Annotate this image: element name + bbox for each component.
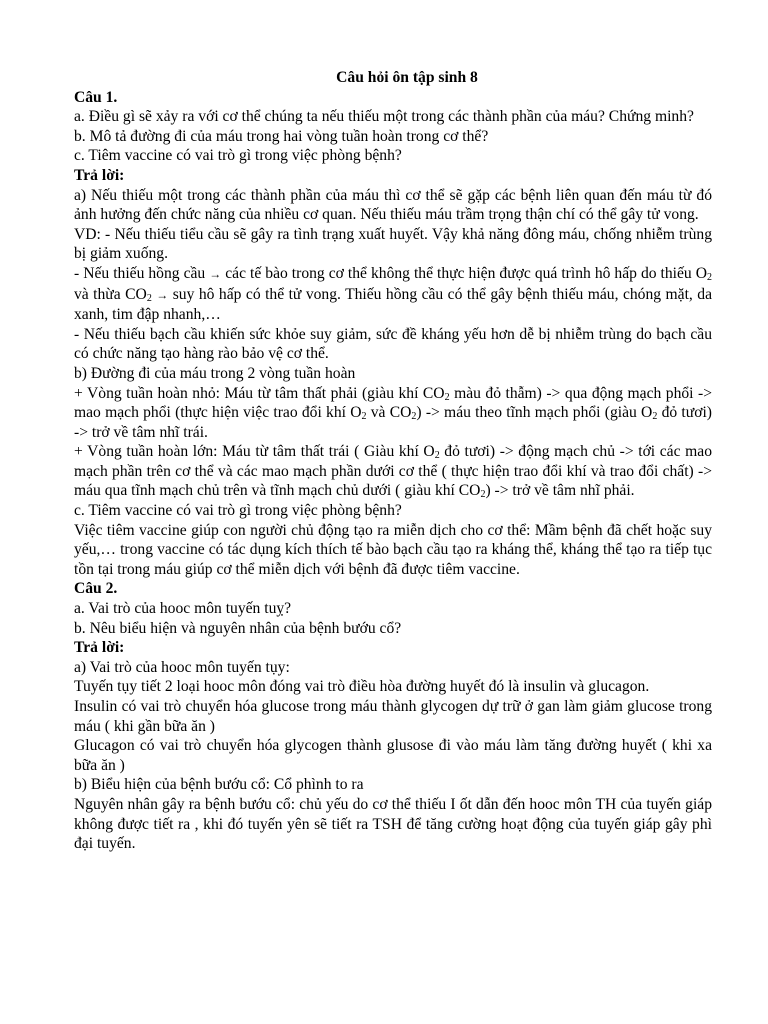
answer-1-small-circulation: + Vòng tuần hoàn nhỏ: Máu từ tâm thất phải (giàu khí $CO_2$ màu đỏ thẫm) -> qua động mạch phổi -> mao mạch phổi (thực hiện việc trao đổi khí $O_2$ và $CO_2$) -> máu theo tĩnh mạch phổi (giàu $O_2$ đỏ tươi) -> trở về tâm nhĩ trái.: [74, 384, 712, 441]
answer-1-white-blood-cells: - Nếu thiếu bạch cầu khiến sức khỏe suy giảm, sức đề kháng yếu hơn dễ bị nhiễm trùng do bạch cầu có chức năng tạo hàng rào bảo vệ cơ thể.: [74, 325, 712, 363]
answer-1-example: VD: - Nếu thiếu tiểu cầu sẽ gây ra tình trạng xuất huyết. Vậy khả năng đông máu, chống nhiễm trùng bị giảm xuống.: [74, 225, 712, 263]
question-1c: c. Tiêm vaccine có vai trò gì trong việc phòng bệnh?: [74, 147, 402, 165]
question-2b: b. Nêu biểu hiện và nguyên nhân của bệnh bướu cổ?: [74, 619, 402, 637]
answer-2-paragraph-1: Tuyến tụy tiết 2 loại hooc môn đóng vai trò điều hòa đường huyết đó là insulin và glucagon.: [74, 678, 650, 696]
question-1a: a. Điều gì sẽ xảy ra với cơ thể chúng ta nếu thiếu một trong các thành phần của máu? Chứng minh?: [74, 108, 694, 126]
document-title: Câu hỏi ôn tập sinh 8: [336, 69, 478, 86]
answer-1b: b) Đường đi của máu trong 2 vòng tuần hoàn: [74, 364, 356, 382]
answer-2-paragraph-2: Insulin có vai trò chuyển hóa glucose trong máu thành glycogen dự trữ ở gan làm giảm glucose trong máu ( khi gần bữa ăn ): [74, 698, 712, 735]
question-2a: a. Vai trò của hooc môn tuyến tuỵ?: [74, 600, 292, 618]
answer-1-red-blood-cells: - Nếu thiếu hồng cầu → các tế bào trong cơ thể không thể thực hiện được quá trình hô hấp do thiếu $O_2$ và thừa $CO_2$ → suy hô hấp có thể tử vong. Thiếu hồng cầu có thể gây bệnh thiếu máu, chóng mặt, da xanh, tim đập nhanh,…: [74, 264, 713, 324]
answer-2-paragraph-4: Nguyên nhân gây ra bệnh bướu cổ: chủ yếu do cơ thể thiếu I ốt dẫn đến hooc môn TH của tuyến giáp không được tiết ra , khi đó tuyến yên sẽ tiết ra TSH để tăng cường hoạt động của tuyến giáp gây phì đại tuyến.: [74, 795, 712, 853]
answer-1a: a) Nếu thiếu một trong các thành phần của máu thì cơ thể sẽ gặp các bệnh liên quan đến máu từ đó ảnh hưởng đến chức năng của nhiều cơ quan. Nếu thiếu máu trầm trọng thận chí có thể gây tử vong.: [74, 186, 712, 224]
question-1-heading: Câu 1.: [74, 88, 118, 106]
question-1b: b. Mô tả đường đi của máu trong hai vòng tuần hoàn trong cơ thể?: [74, 127, 489, 145]
question-2-heading: Câu 2.: [74, 580, 118, 598]
answer-1c: Việc tiêm vaccine giúp con người chủ động tạo ra miễn dịch cho cơ thể: Mầm bệnh đã chết hoặc suy yếu,… trong vaccine có tác dụng kích thích tế bào bạch cầu tạo ra kháng thể, kháng thể tạo ra tiếp tục tồn tại trong máu giúp cơ thể miễn dịch với bệnh đã được tiêm vaccine.: [74, 521, 712, 578]
arrow-icon: →: [156, 287, 169, 302]
answer-1-heading: Trả lời:: [74, 166, 125, 184]
answer-1c-question: c. Tiêm vaccine có vai trò gì trong việc phòng bệnh?: [74, 502, 402, 520]
answer-2b: b) Biểu hiện của bệnh bướu cổ: Cổ phình to ra: [74, 776, 364, 794]
answer-1-large-circulation: + Vòng tuần hoàn lớn: Máu từ tâm thất trái ( Giàu khí $O_2$ đỏ tươi) -> động mạch chủ -> tới các mao mạch phần trên cơ thể và các mao mạch phần dưới cơ thể ( thực hiện trao đổi khí và trao đổi chất) -> máu qua tĩnh mạch chủ trên và tĩnh mạch chủ dưới ( giàu khí $CO_2$) -> trở về tâm nhĩ phải.: [74, 443, 712, 501]
answer-2-paragraph-3: Glucagon có vai trò chuyển hóa glycogen thành glusose đi vào máu làm tăng đường huyết ( khi xa bữa ăn ): [74, 737, 712, 774]
answer-2-heading: Trả lời:: [74, 639, 125, 657]
arrow-icon: →: [209, 266, 222, 281]
answer-2a: a) Vai trò của hooc môn tuyến tụy:: [74, 658, 290, 676]
